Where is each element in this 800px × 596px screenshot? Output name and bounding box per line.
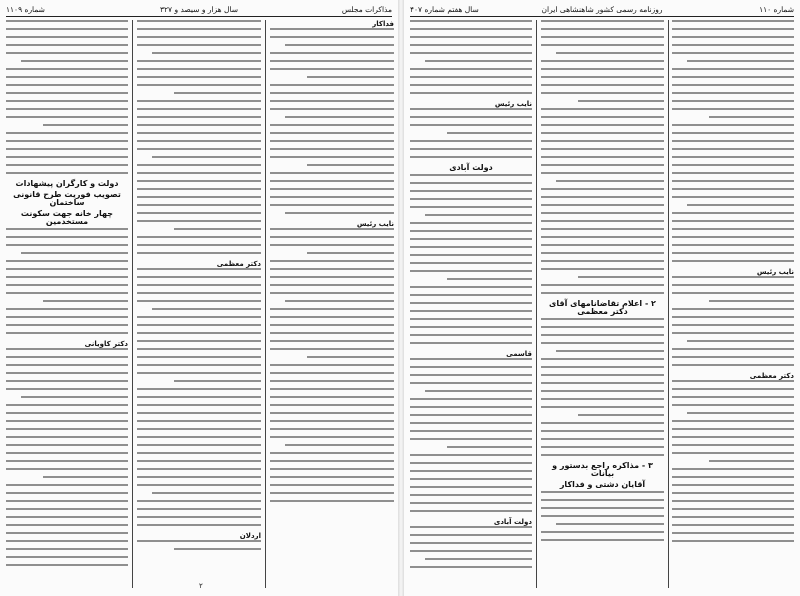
speaker-label: نایب رئیس — [356, 220, 394, 228]
left-column-left — [6, 20, 128, 590]
text-lines — [270, 228, 394, 502]
right-page-header — [410, 4, 794, 17]
section-heading: ۲ - اعلام تقاضانامهای آقای دکتر معظمی — [549, 299, 656, 316]
speaker-label: اردلان — [239, 532, 261, 540]
text-lines — [410, 174, 532, 344]
text-lines — [541, 318, 664, 456]
speaker-label: قاسمی — [506, 350, 532, 358]
right-page — [404, 0, 800, 596]
speaker-label: فداکار — [372, 20, 394, 28]
right-header-year: سال هفتم شماره ۴۰۷ — [410, 5, 479, 14]
section-heading: تصویب فوریت طرح قانونی ساختمان — [13, 190, 121, 207]
text-lines — [6, 20, 128, 174]
right-header-title: روزنامه رسمی کشور شاهنشاهی ایران — [541, 5, 663, 14]
right-column-right — [672, 20, 794, 590]
section-heading: دولت آبادی — [449, 163, 493, 172]
text-lines — [541, 491, 664, 541]
text-lines — [410, 358, 532, 512]
left-header-number: شماره ۱۱۰۹ — [6, 5, 45, 14]
text-lines — [672, 276, 794, 366]
left-header-title: مذاکرات مجلس — [341, 5, 392, 14]
section-heading: چهار خانه جهت سکونت مستخدمین — [20, 209, 114, 226]
right-column-middle — [541, 20, 664, 590]
text-lines — [410, 108, 532, 158]
text-lines — [541, 20, 664, 294]
text-lines — [137, 20, 261, 254]
right-column-left — [410, 20, 532, 590]
left-column-middle — [137, 20, 261, 590]
left-header-center: سال هزار و سیصد و ۳۲۷ — [159, 5, 239, 14]
speaker-label: دکتر معظمی — [749, 372, 794, 380]
page-number: ۲ — [199, 582, 203, 590]
section-heading: ۳ - مذاکره راجع بدستور و بیانات — [552, 461, 653, 478]
column-rule — [265, 20, 266, 588]
speaker-label: نایب رئیس — [756, 268, 794, 276]
section-heading: دولت و کارگران پیشهادات — [15, 179, 119, 188]
right-header-number: شماره ۱۱۰ — [759, 5, 794, 14]
left-column-right — [270, 20, 394, 590]
column-rule — [536, 20, 537, 588]
text-lines — [6, 348, 128, 566]
text-lines — [137, 268, 261, 526]
speaker-label: دولت آبادی — [493, 518, 532, 526]
speaker-label: نایب رئیس — [494, 100, 532, 108]
column-rule — [132, 20, 133, 588]
text-lines — [410, 526, 532, 568]
column-rule — [668, 20, 669, 588]
left-page-header — [6, 4, 392, 17]
section-heading: آقایان دشتی و فداکار — [559, 480, 646, 489]
text-lines — [6, 228, 128, 334]
text-lines — [137, 540, 261, 550]
text-lines — [270, 28, 394, 214]
left-page — [0, 0, 398, 596]
text-lines — [672, 20, 794, 262]
text-lines — [410, 20, 532, 94]
text-lines — [672, 380, 794, 542]
speaker-label: دکتر معظمی — [216, 260, 261, 268]
speaker-label: دکتر کاویانی — [84, 340, 128, 348]
